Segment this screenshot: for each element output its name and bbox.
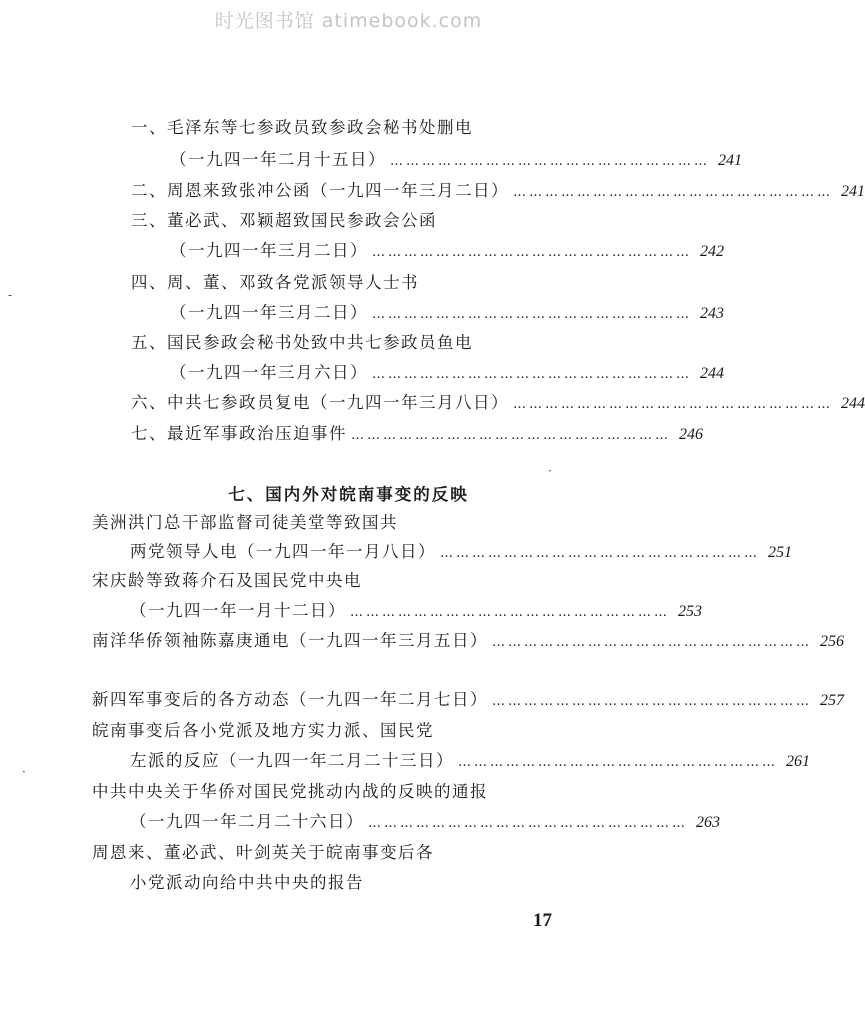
toc-entry-text: 皖南事变后各小党派及地方实力派、国民党 [92, 721, 434, 740]
toc-entry-text: 小党派动向给中共中央的报告 [130, 873, 364, 892]
toc-page-number: 244 [841, 395, 865, 412]
toc-entry-text: 二、周恩来致张冲公函（一九四一年三月二日） [131, 181, 509, 200]
toc-page-number: 242 [700, 243, 724, 260]
leader-dots: …………………………………………………… [351, 428, 671, 443]
toc-entry-text: 五、国民参政会秘书处致中共七参政员鱼电 [131, 333, 473, 352]
toc-entry [130, 600, 702, 624]
toc-page-number: 263 [696, 814, 720, 831]
toc-page-number: 244 [700, 365, 724, 382]
toc-entry [131, 272, 419, 294]
leader-dots: …………………………………………………… [368, 816, 688, 831]
toc-entry [170, 149, 742, 173]
toc-entry-text: （一九四一年三月六日） [170, 363, 368, 382]
toc-entry [130, 541, 792, 565]
leader-dots: …………………………………………………… [458, 755, 778, 770]
toc-entry [131, 392, 865, 416]
scan-speck: · [22, 765, 26, 779]
toc-entry [170, 362, 724, 386]
toc-entry [170, 302, 724, 326]
leader-dots: …………………………………………………… [492, 635, 812, 650]
toc-entry [130, 750, 810, 774]
toc-entry [131, 210, 437, 232]
toc-entry-text: 新四军事变后的各方动态（一九四一年二月七日） [92, 690, 488, 709]
toc-entry [131, 180, 865, 204]
toc-entry-text: 左派的反应（一九四一年二月二十三日） [130, 751, 454, 770]
toc-entry-text: 宋庆龄等致蒋介石及国民党中央电 [92, 571, 362, 590]
toc-entry-text: （一九四一年二月十五日） [170, 150, 386, 169]
toc-entry-text: 四、周、董、邓致各党派领导人士书 [131, 273, 419, 292]
toc-page-number: 241 [841, 183, 865, 200]
toc-entry-text: （一九四一年一月十二日） [130, 601, 346, 620]
toc-entry-text: （一九四一年二月二十六日） [130, 812, 364, 831]
toc-page-number: 257 [820, 692, 844, 709]
toc-entry [92, 689, 844, 713]
scan-speck: · [548, 464, 552, 478]
page-number: 17 [533, 910, 552, 931]
toc-page-number: 253 [678, 603, 702, 620]
toc-entry [170, 240, 724, 264]
toc-page-number: 246 [679, 426, 703, 443]
toc-entry [130, 811, 720, 835]
toc-entry-text: 两党领导人电（一九四一年一月八日） [130, 542, 436, 561]
toc-entry [92, 570, 362, 592]
toc-entry [92, 842, 434, 864]
toc-entry [130, 872, 364, 894]
toc-entry-text: 六、中共七参政员复电（一九四一年三月八日） [131, 393, 509, 412]
toc-entry [131, 332, 473, 354]
section-heading: 七、国内外对皖南事变的反映 [228, 485, 469, 504]
toc-page-number: 251 [768, 544, 792, 561]
toc-entry-text: 美洲洪门总干部监督司徒美堂等致国共 [92, 513, 398, 532]
toc-entry-text: 南洋华侨领袖陈嘉庚通电（一九四一年三月五日） [92, 631, 488, 650]
leader-dots: …………………………………………………… [372, 245, 692, 260]
leader-dots: …………………………………………………… [513, 397, 833, 412]
toc-page-number: 256 [820, 633, 844, 650]
toc-entry [92, 781, 488, 803]
toc-entry-text: 七、最近军事政治压迫事件 [131, 424, 347, 443]
toc-entry [92, 630, 844, 654]
watermark: 时光图书馆 atimebook.com [214, 10, 483, 32]
toc-entry-text: 一、毛泽东等七参政员致参政会秘书处删电 [131, 118, 473, 137]
leader-dots: …………………………………………………… [513, 185, 833, 200]
toc-page-number: 241 [718, 152, 742, 169]
toc-entry-text: （一九四一年三月二日） [170, 241, 368, 260]
toc-entry [92, 720, 434, 742]
leader-dots: …………………………………………………… [372, 367, 692, 382]
toc-page-number: 243 [700, 305, 724, 322]
leader-dots: …………………………………………………… [440, 546, 760, 561]
scan-speck: - [8, 288, 13, 302]
leader-dots: …………………………………………………… [390, 154, 710, 169]
toc-entry [92, 512, 398, 534]
toc-entry-text: 三、董必武、邓颖超致国民参政会公函 [131, 211, 437, 230]
leader-dots: …………………………………………………… [350, 605, 670, 620]
toc-entry-text: 周恩来、董必武、叶剑英关于皖南事变后各 [92, 843, 434, 862]
leader-dots: …………………………………………………… [372, 307, 692, 322]
toc-entry-text: 中共中央关于华侨对国民党挑动内战的反映的通报 [92, 782, 488, 801]
toc-entry [131, 117, 473, 139]
toc-page-number: 261 [786, 753, 810, 770]
toc-entry [131, 423, 703, 447]
toc-entry-text: （一九四一年三月二日） [170, 303, 368, 322]
leader-dots: …………………………………………………… [492, 694, 812, 709]
